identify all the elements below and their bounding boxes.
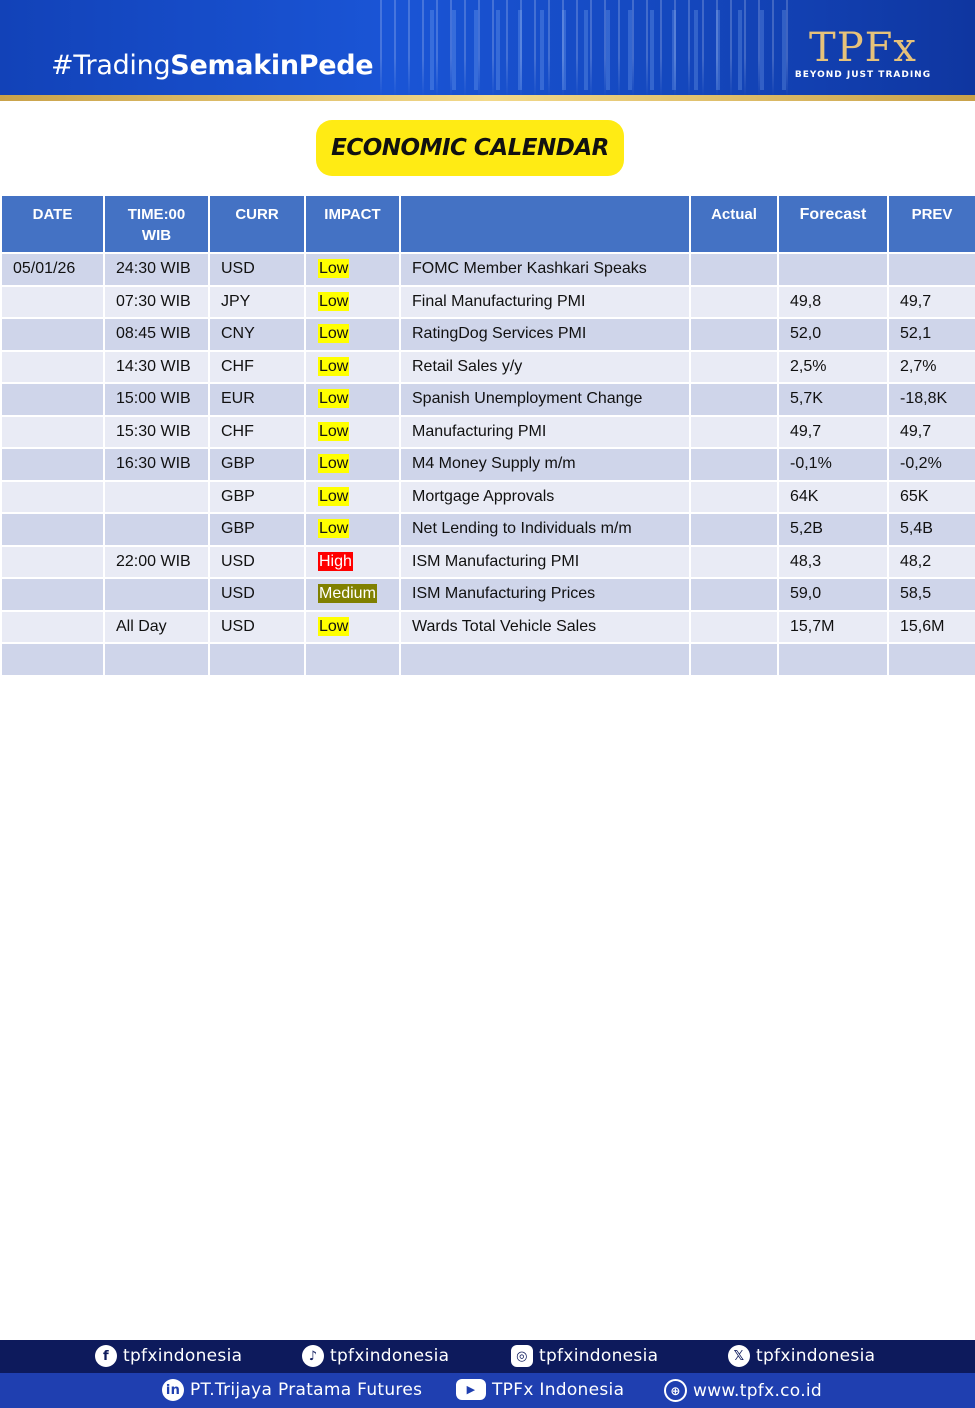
header-prev: PREV (888, 195, 975, 253)
cell-curr: CNY (209, 318, 305, 351)
cell-time (104, 643, 209, 676)
header-curr: CURR (209, 195, 305, 253)
cell-event: Net Lending to Individuals m/m (400, 513, 690, 546)
cell-date (1, 416, 104, 449)
cell-event: Manufacturing PMI (400, 416, 690, 449)
cell-date (1, 513, 104, 546)
table-row (1, 643, 975, 676)
logo-tagline: BEYOND JUST TRADING (794, 70, 932, 80)
impact-badge: Low (319, 325, 349, 343)
cell-date (1, 611, 104, 644)
impact-badge: Low (319, 292, 349, 310)
youtube-name: TPFx Indonesia (492, 1379, 625, 1400)
cell-prev: -18,8K (888, 383, 975, 416)
cell-curr: JPY (209, 286, 305, 319)
logo-text: TPFx (809, 25, 917, 71)
cell-curr (209, 643, 305, 676)
instagram-handle: tpfxindonesia (539, 1346, 659, 1366)
cell-actual (690, 318, 778, 351)
facebook-handle: tpfxindonesia (123, 1346, 243, 1366)
cell-prev: 49,7 (888, 416, 975, 449)
impact-badge: Low (319, 390, 349, 408)
linkedin-name: PT.Trijaya Pratama Futures (190, 1380, 423, 1400)
cell-curr: USD (209, 578, 305, 611)
table-body (1, 253, 975, 676)
footer-contact-bar (0, 1373, 975, 1408)
table-row (1, 546, 975, 579)
cell-forecast: 52,0 (778, 318, 888, 351)
cell-impact (305, 318, 400, 351)
header-time-line2: WIB (141, 227, 172, 244)
cell-time (104, 481, 209, 514)
cell-date (1, 643, 104, 676)
facebook-icon: f (95, 1345, 117, 1367)
cell-curr: EUR (209, 383, 305, 416)
table-row (1, 286, 975, 319)
cell-event: Spanish Unemployment Change (400, 383, 690, 416)
cell-prev: 5,4B (888, 513, 975, 546)
cell-prev (888, 253, 975, 286)
cell-forecast (778, 253, 888, 286)
x-handle: tpfxindonesia (756, 1346, 876, 1366)
cell-curr: GBP (209, 481, 305, 514)
cell-curr: CHF (209, 416, 305, 449)
footer-facebook[interactable] (95, 1345, 242, 1367)
cell-event: Wards Total Vehicle Sales (400, 611, 690, 644)
globe-icon: ⊕ (664, 1379, 687, 1402)
banner-chart-decoration-2 (430, 10, 790, 90)
cell-forecast (778, 643, 888, 676)
cell-actual (690, 351, 778, 384)
cell-date (1, 286, 104, 319)
cell-event: Retail Sales y/y (400, 351, 690, 384)
cell-forecast: 59,0 (778, 578, 888, 611)
cell-forecast: -0,1% (778, 448, 888, 481)
impact-badge: Low (319, 520, 349, 538)
cell-prev: 65K (888, 481, 975, 514)
cell-forecast: 48,3 (778, 546, 888, 579)
table-row (1, 578, 975, 611)
cell-impact (305, 351, 400, 384)
cell-forecast: 49,7 (778, 416, 888, 449)
cell-date: 05/01/26 (1, 253, 104, 286)
cell-impact (305, 546, 400, 579)
cell-time: All Day (104, 611, 209, 644)
footer-linkedin[interactable] (162, 1379, 422, 1401)
tiktok-icon: ♪ (302, 1345, 324, 1367)
hashtag-slogan (51, 50, 373, 81)
cell-impact (305, 481, 400, 514)
cell-forecast: 64K (778, 481, 888, 514)
cell-actual (690, 448, 778, 481)
impact-badge: Low (319, 422, 349, 440)
cell-actual (690, 253, 778, 286)
impact-badge: Low (319, 357, 349, 375)
cell-date (1, 448, 104, 481)
cell-prev (888, 643, 975, 676)
cell-actual (690, 513, 778, 546)
cell-event: M4 Money Supply m/m (400, 448, 690, 481)
footer-youtube[interactable] (456, 1379, 624, 1400)
cell-forecast: 5,2B (778, 513, 888, 546)
cell-forecast: 5,7K (778, 383, 888, 416)
cell-forecast: 15,7M (778, 611, 888, 644)
cell-curr: USD (209, 253, 305, 286)
header-time-line1: TIME:00 (127, 206, 186, 223)
cell-event: RatingDog Services PMI (400, 318, 690, 351)
cell-curr: USD (209, 546, 305, 579)
table-row (1, 416, 975, 449)
impact-badge: Low (319, 260, 349, 278)
youtube-icon: ▶ (456, 1379, 486, 1400)
cell-date (1, 383, 104, 416)
cell-time: 07:30 WIB (104, 286, 209, 319)
footer-website[interactable] (664, 1379, 822, 1402)
table-row (1, 351, 975, 384)
linkedin-icon: in (162, 1379, 184, 1401)
cell-curr: GBP (209, 448, 305, 481)
header-time (104, 195, 209, 253)
cell-impact (305, 611, 400, 644)
cell-time: 15:00 WIB (104, 383, 209, 416)
cell-curr: GBP (209, 513, 305, 546)
cell-time (104, 513, 209, 546)
impact-badge: Low (319, 455, 349, 473)
cell-date (1, 318, 104, 351)
header-date: DATE (1, 195, 104, 253)
table-row (1, 611, 975, 644)
cell-impact (305, 253, 400, 286)
footer-social-bar (0, 1340, 975, 1373)
cell-prev: 58,5 (888, 578, 975, 611)
cell-actual (690, 611, 778, 644)
cell-curr: USD (209, 611, 305, 644)
cell-actual (690, 546, 778, 579)
cell-forecast: 49,8 (778, 286, 888, 319)
cell-actual (690, 383, 778, 416)
cell-actual (690, 578, 778, 611)
cell-prev: 2,7% (888, 351, 975, 384)
footer-instagram[interactable] (511, 1345, 658, 1367)
cell-time: 08:45 WIB (104, 318, 209, 351)
cell-curr: CHF (209, 351, 305, 384)
impact-badge: Medium (319, 585, 376, 603)
instagram-icon: ◎ (511, 1345, 533, 1367)
cell-impact (305, 448, 400, 481)
cell-date (1, 481, 104, 514)
cell-time: 14:30 WIB (104, 351, 209, 384)
cell-event: Final Manufacturing PMI (400, 286, 690, 319)
cell-date (1, 351, 104, 384)
cell-event: FOMC Member Kashkari Speaks (400, 253, 690, 286)
hashtag-bold: SemakinPede (170, 50, 374, 81)
tpfx-logo (793, 25, 933, 80)
impact-badge: Low (319, 617, 349, 635)
cell-impact (305, 513, 400, 546)
cell-time: 22:00 WIB (104, 546, 209, 579)
cell-date (1, 546, 104, 579)
impact-badge: Low (319, 487, 349, 505)
cell-prev: -0,2% (888, 448, 975, 481)
impact-badge: High (319, 552, 352, 570)
footer-tiktok[interactable] (302, 1345, 449, 1367)
table-row (1, 513, 975, 546)
hashtag-prefix: #Trading (51, 50, 171, 81)
table-row (1, 253, 975, 286)
header-impact: IMPACT (305, 195, 400, 253)
footer-x[interactable] (728, 1345, 875, 1367)
cell-prev: 48,2 (888, 546, 975, 579)
table-row (1, 448, 975, 481)
cell-forecast: 2,5% (778, 351, 888, 384)
cell-event: ISM Manufacturing PMI (400, 546, 690, 579)
table-row (1, 318, 975, 351)
x-icon: 𝕏 (728, 1345, 750, 1367)
table-row (1, 383, 975, 416)
cell-actual (690, 416, 778, 449)
table-header-row (1, 195, 975, 253)
cell-impact (305, 643, 400, 676)
cell-actual (690, 643, 778, 676)
page-title: ECONOMIC CALENDAR (316, 120, 624, 176)
cell-prev: 15,6M (888, 611, 975, 644)
cell-time: 24:30 WIB (104, 253, 209, 286)
header-divider (0, 95, 975, 101)
cell-actual (690, 481, 778, 514)
cell-event: ISM Manufacturing Prices (400, 578, 690, 611)
header-actual: Actual (690, 195, 778, 253)
table-row (1, 481, 975, 514)
cell-impact (305, 383, 400, 416)
header-event (400, 195, 690, 253)
cell-impact (305, 578, 400, 611)
cell-event: Mortgage Approvals (400, 481, 690, 514)
economic-calendar-table (0, 194, 975, 677)
cell-prev: 49,7 (888, 286, 975, 319)
cell-date (1, 578, 104, 611)
cell-time: 16:30 WIB (104, 448, 209, 481)
cell-time (104, 578, 209, 611)
cell-event (400, 643, 690, 676)
cell-impact (305, 286, 400, 319)
cell-actual (690, 286, 778, 319)
website-url: www.tpfx.co.id (693, 1380, 823, 1401)
cell-time: 15:30 WIB (104, 416, 209, 449)
cell-prev: 52,1 (888, 318, 975, 351)
tiktok-handle: tpfxindonesia (330, 1346, 450, 1366)
header-forecast: Forecast (778, 195, 888, 253)
cell-impact (305, 416, 400, 449)
